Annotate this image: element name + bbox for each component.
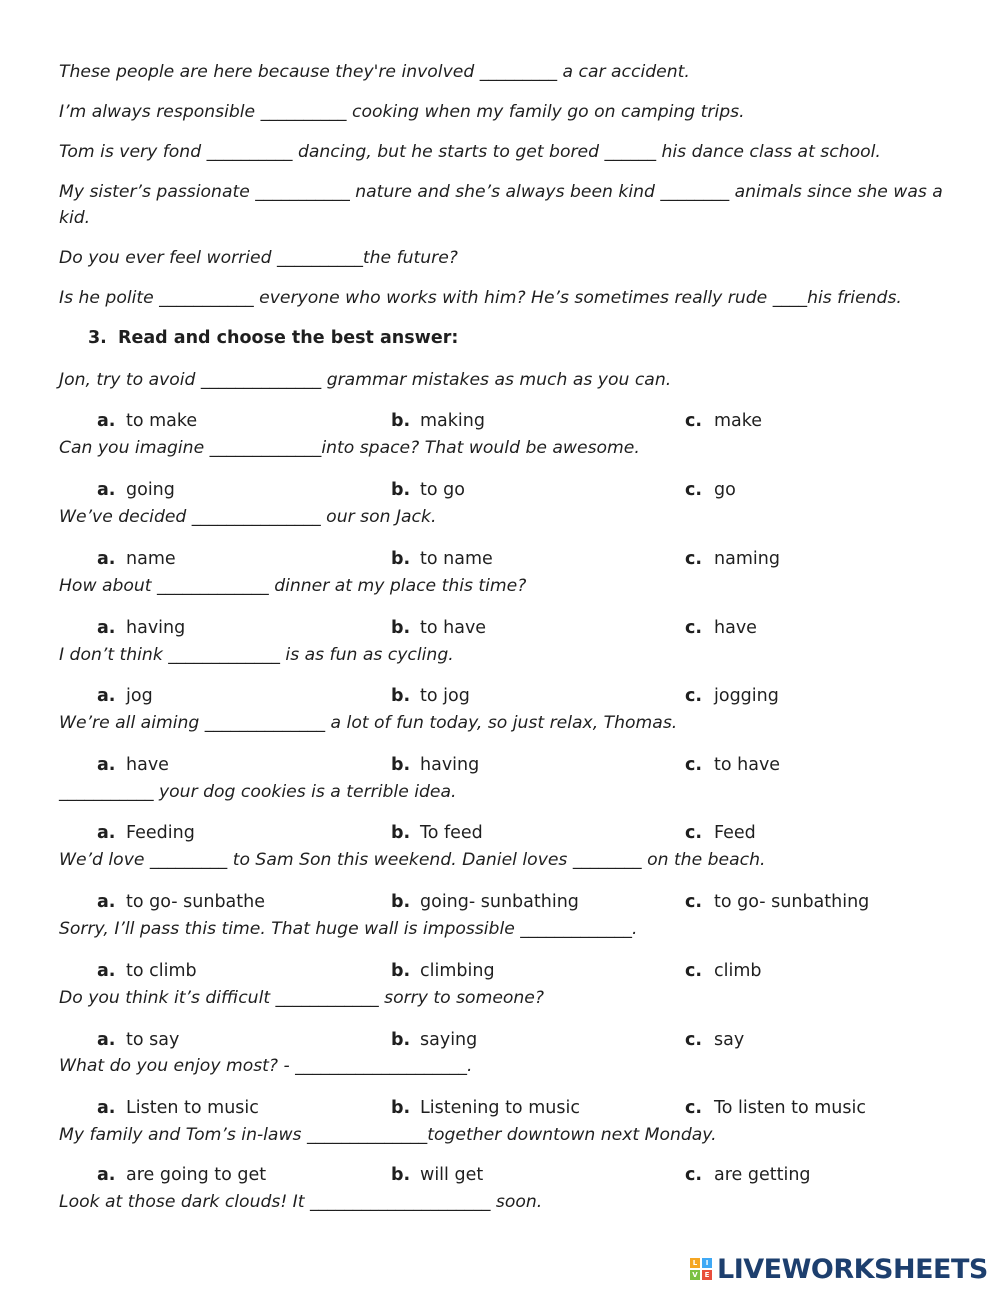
option-letter: c.	[685, 961, 703, 981]
option-text: going	[126, 480, 175, 500]
option-letter: a.	[97, 549, 116, 569]
option-letter: a.	[97, 1098, 116, 1118]
option-text: to make	[126, 411, 198, 431]
sentence-1: These people are here because they're involved _________ a car accident.	[59, 62, 690, 82]
option-letter: a.	[97, 823, 116, 843]
option-letter: c.	[685, 1030, 703, 1050]
option-a[interactable]	[97, 615, 185, 641]
question-7: ___________ your dog cookies is a terrible idea.	[59, 782, 457, 802]
logo-tile: L	[690, 1258, 700, 1268]
option-letter: a.	[97, 1030, 116, 1050]
option-letter: a.	[97, 411, 116, 431]
option-letter: c.	[685, 618, 703, 638]
option-letter: a.	[97, 686, 116, 706]
question-11: What do you enjoy most? - ____________________.	[59, 1056, 473, 1076]
option-letter: a.	[97, 618, 116, 638]
option-b[interactable]	[391, 477, 465, 503]
option-b[interactable]	[391, 683, 470, 709]
option-text: making	[420, 411, 485, 431]
option-text: to jog	[420, 686, 470, 706]
question-8: We’d love _________ to Sam Son this weekend. Daniel loves ________ on the beach.	[59, 850, 766, 870]
option-c[interactable]	[685, 820, 756, 846]
option-text: go	[714, 480, 736, 500]
option-a[interactable]	[97, 1027, 179, 1053]
question-5: I don’t think _____________ is as fun as cycling.	[59, 645, 454, 665]
logo-tile: V	[690, 1270, 700, 1280]
option-b[interactable]	[391, 889, 579, 915]
option-letter: b.	[391, 1165, 411, 1185]
option-text: having	[420, 755, 480, 775]
option-letter: a.	[97, 1165, 116, 1185]
sentence-5: Do you ever feel worried __________the future?	[59, 248, 458, 268]
logo-tile: E	[702, 1270, 712, 1280]
option-letter: b.	[391, 755, 411, 775]
option-text: to climb	[126, 961, 197, 981]
option-letter: a.	[97, 755, 116, 775]
question-2: Can you imagine _____________into space? That would be awesome.	[59, 438, 640, 458]
option-a[interactable]	[97, 752, 169, 778]
option-c[interactable]	[685, 683, 779, 709]
option-text: climbing	[420, 961, 495, 981]
option-text: jogging	[714, 686, 779, 706]
question-13: Look at those dark clouds! It _____________________ soon.	[59, 1192, 543, 1212]
option-c[interactable]	[685, 408, 762, 434]
option-c[interactable]	[685, 546, 780, 572]
option-text: to go- sunbathe	[126, 892, 266, 912]
option-letter: a.	[97, 480, 116, 500]
option-text: jog	[126, 686, 153, 706]
option-text: name	[126, 549, 176, 569]
option-letter: c.	[685, 480, 703, 500]
option-b[interactable]	[391, 1095, 580, 1121]
option-text: To listen to music	[714, 1098, 866, 1118]
option-text: to name	[420, 549, 493, 569]
option-a[interactable]	[97, 477, 175, 503]
option-letter: b.	[391, 686, 411, 706]
option-c[interactable]	[685, 752, 780, 778]
option-text: to go	[420, 480, 465, 500]
option-text: climb	[714, 961, 762, 981]
option-a[interactable]	[97, 683, 153, 709]
option-c[interactable]	[685, 889, 869, 915]
section-title: Read and choose the best answer:	[118, 328, 459, 348]
option-letter: b.	[391, 618, 411, 638]
option-b[interactable]	[391, 408, 485, 434]
option-text: make	[714, 411, 763, 431]
option-a[interactable]	[97, 546, 176, 572]
option-c[interactable]	[685, 1027, 744, 1053]
option-letter: a.	[97, 892, 116, 912]
option-a[interactable]	[97, 1162, 266, 1188]
option-letter: b.	[391, 1098, 411, 1118]
option-a[interactable]	[97, 408, 197, 434]
option-text: have	[714, 618, 757, 638]
question-6: We’re all aiming ______________ a lot of fun today, so just relax, Thomas.	[59, 713, 678, 733]
option-a[interactable]	[97, 1095, 259, 1121]
option-letter: c.	[685, 411, 703, 431]
option-letter: c.	[685, 686, 703, 706]
sentence-2: I’m always responsible __________ cooking when my family go on camping trips.	[59, 102, 745, 122]
option-letter: a.	[97, 961, 116, 981]
liveworksheets-logo	[690, 1254, 988, 1284]
option-letter: b.	[391, 961, 411, 981]
option-text: have	[126, 755, 169, 775]
option-b[interactable]	[391, 752, 479, 778]
option-text: having	[126, 618, 186, 638]
option-letter: c.	[685, 1098, 703, 1118]
option-text: are going to get	[126, 1165, 267, 1185]
option-c[interactable]	[685, 1095, 866, 1121]
option-letter: c.	[685, 549, 703, 569]
option-a[interactable]	[97, 820, 195, 846]
option-letter: c.	[685, 892, 703, 912]
option-letter: b.	[391, 1030, 411, 1050]
option-text: saying	[420, 1030, 478, 1050]
option-letter: b.	[391, 549, 411, 569]
option-letter: b.	[391, 823, 411, 843]
option-c[interactable]	[685, 615, 757, 641]
option-text: To feed	[420, 823, 483, 843]
option-text: to go- sunbathing	[714, 892, 870, 912]
option-text: Feeding	[126, 823, 195, 843]
option-text: to have	[420, 618, 487, 638]
question-1: Jon, try to avoid ______________ grammar mistakes as much as you can.	[59, 370, 672, 390]
option-letter: c.	[685, 755, 703, 775]
question-10: Do you think it’s difficult ____________ sorry to someone?	[59, 988, 544, 1008]
option-c[interactable]	[685, 958, 762, 984]
question-3: We’ve decided _______________ our son Jack.	[59, 507, 437, 527]
logo-tiles-icon	[690, 1258, 712, 1280]
option-text: will get	[420, 1165, 484, 1185]
option-letter: c.	[685, 1165, 703, 1185]
option-letter: b.	[391, 892, 411, 912]
logo-text: LIVEWORKSHEETS	[717, 1253, 988, 1285]
option-c[interactable]	[685, 1162, 811, 1188]
option-b[interactable]	[391, 958, 495, 984]
option-a[interactable]	[97, 889, 265, 915]
question-12: My family and Tom’s in-laws ______________together downtown next Monday.	[59, 1125, 717, 1145]
logo-tile: I	[702, 1258, 712, 1268]
section-heading	[88, 325, 458, 351]
question-4: How about _____________ dinner at my place this time?	[59, 576, 527, 596]
option-text: naming	[714, 549, 780, 569]
option-a[interactable]	[97, 958, 197, 984]
option-text: Listening to music	[420, 1098, 580, 1118]
option-text: to say	[126, 1030, 180, 1050]
option-letter: c.	[685, 823, 703, 843]
option-b[interactable]	[391, 1162, 483, 1188]
question-9: Sorry, I’ll pass this time. That huge wall is impossible _____________.	[59, 919, 638, 939]
option-b[interactable]	[391, 1027, 477, 1053]
option-letter: b.	[391, 411, 411, 431]
option-b[interactable]	[391, 820, 483, 846]
section-number: 3.	[88, 328, 107, 348]
sentence-4: My sister’s passionate ___________ nature and she’s always been kind ________ animals since she was a kid.	[59, 182, 943, 228]
option-text: Listen to music	[126, 1098, 259, 1118]
sentence-3: Tom is very fond __________ dancing, but he starts to get bored ______ his dance class at school.	[59, 142, 881, 162]
option-text: Feed	[714, 823, 756, 843]
option-b[interactable]	[391, 546, 493, 572]
option-c[interactable]	[685, 477, 736, 503]
option-b[interactable]	[391, 615, 486, 641]
option-text: say	[714, 1030, 745, 1050]
option-text: to have	[714, 755, 781, 775]
option-letter: b.	[391, 480, 411, 500]
sentence-6: Is he polite ___________ everyone who works with him? He’s sometimes really rude ____his friends.	[59, 288, 902, 308]
option-text: going- sunbathing	[420, 892, 579, 912]
option-text: are getting	[714, 1165, 811, 1185]
